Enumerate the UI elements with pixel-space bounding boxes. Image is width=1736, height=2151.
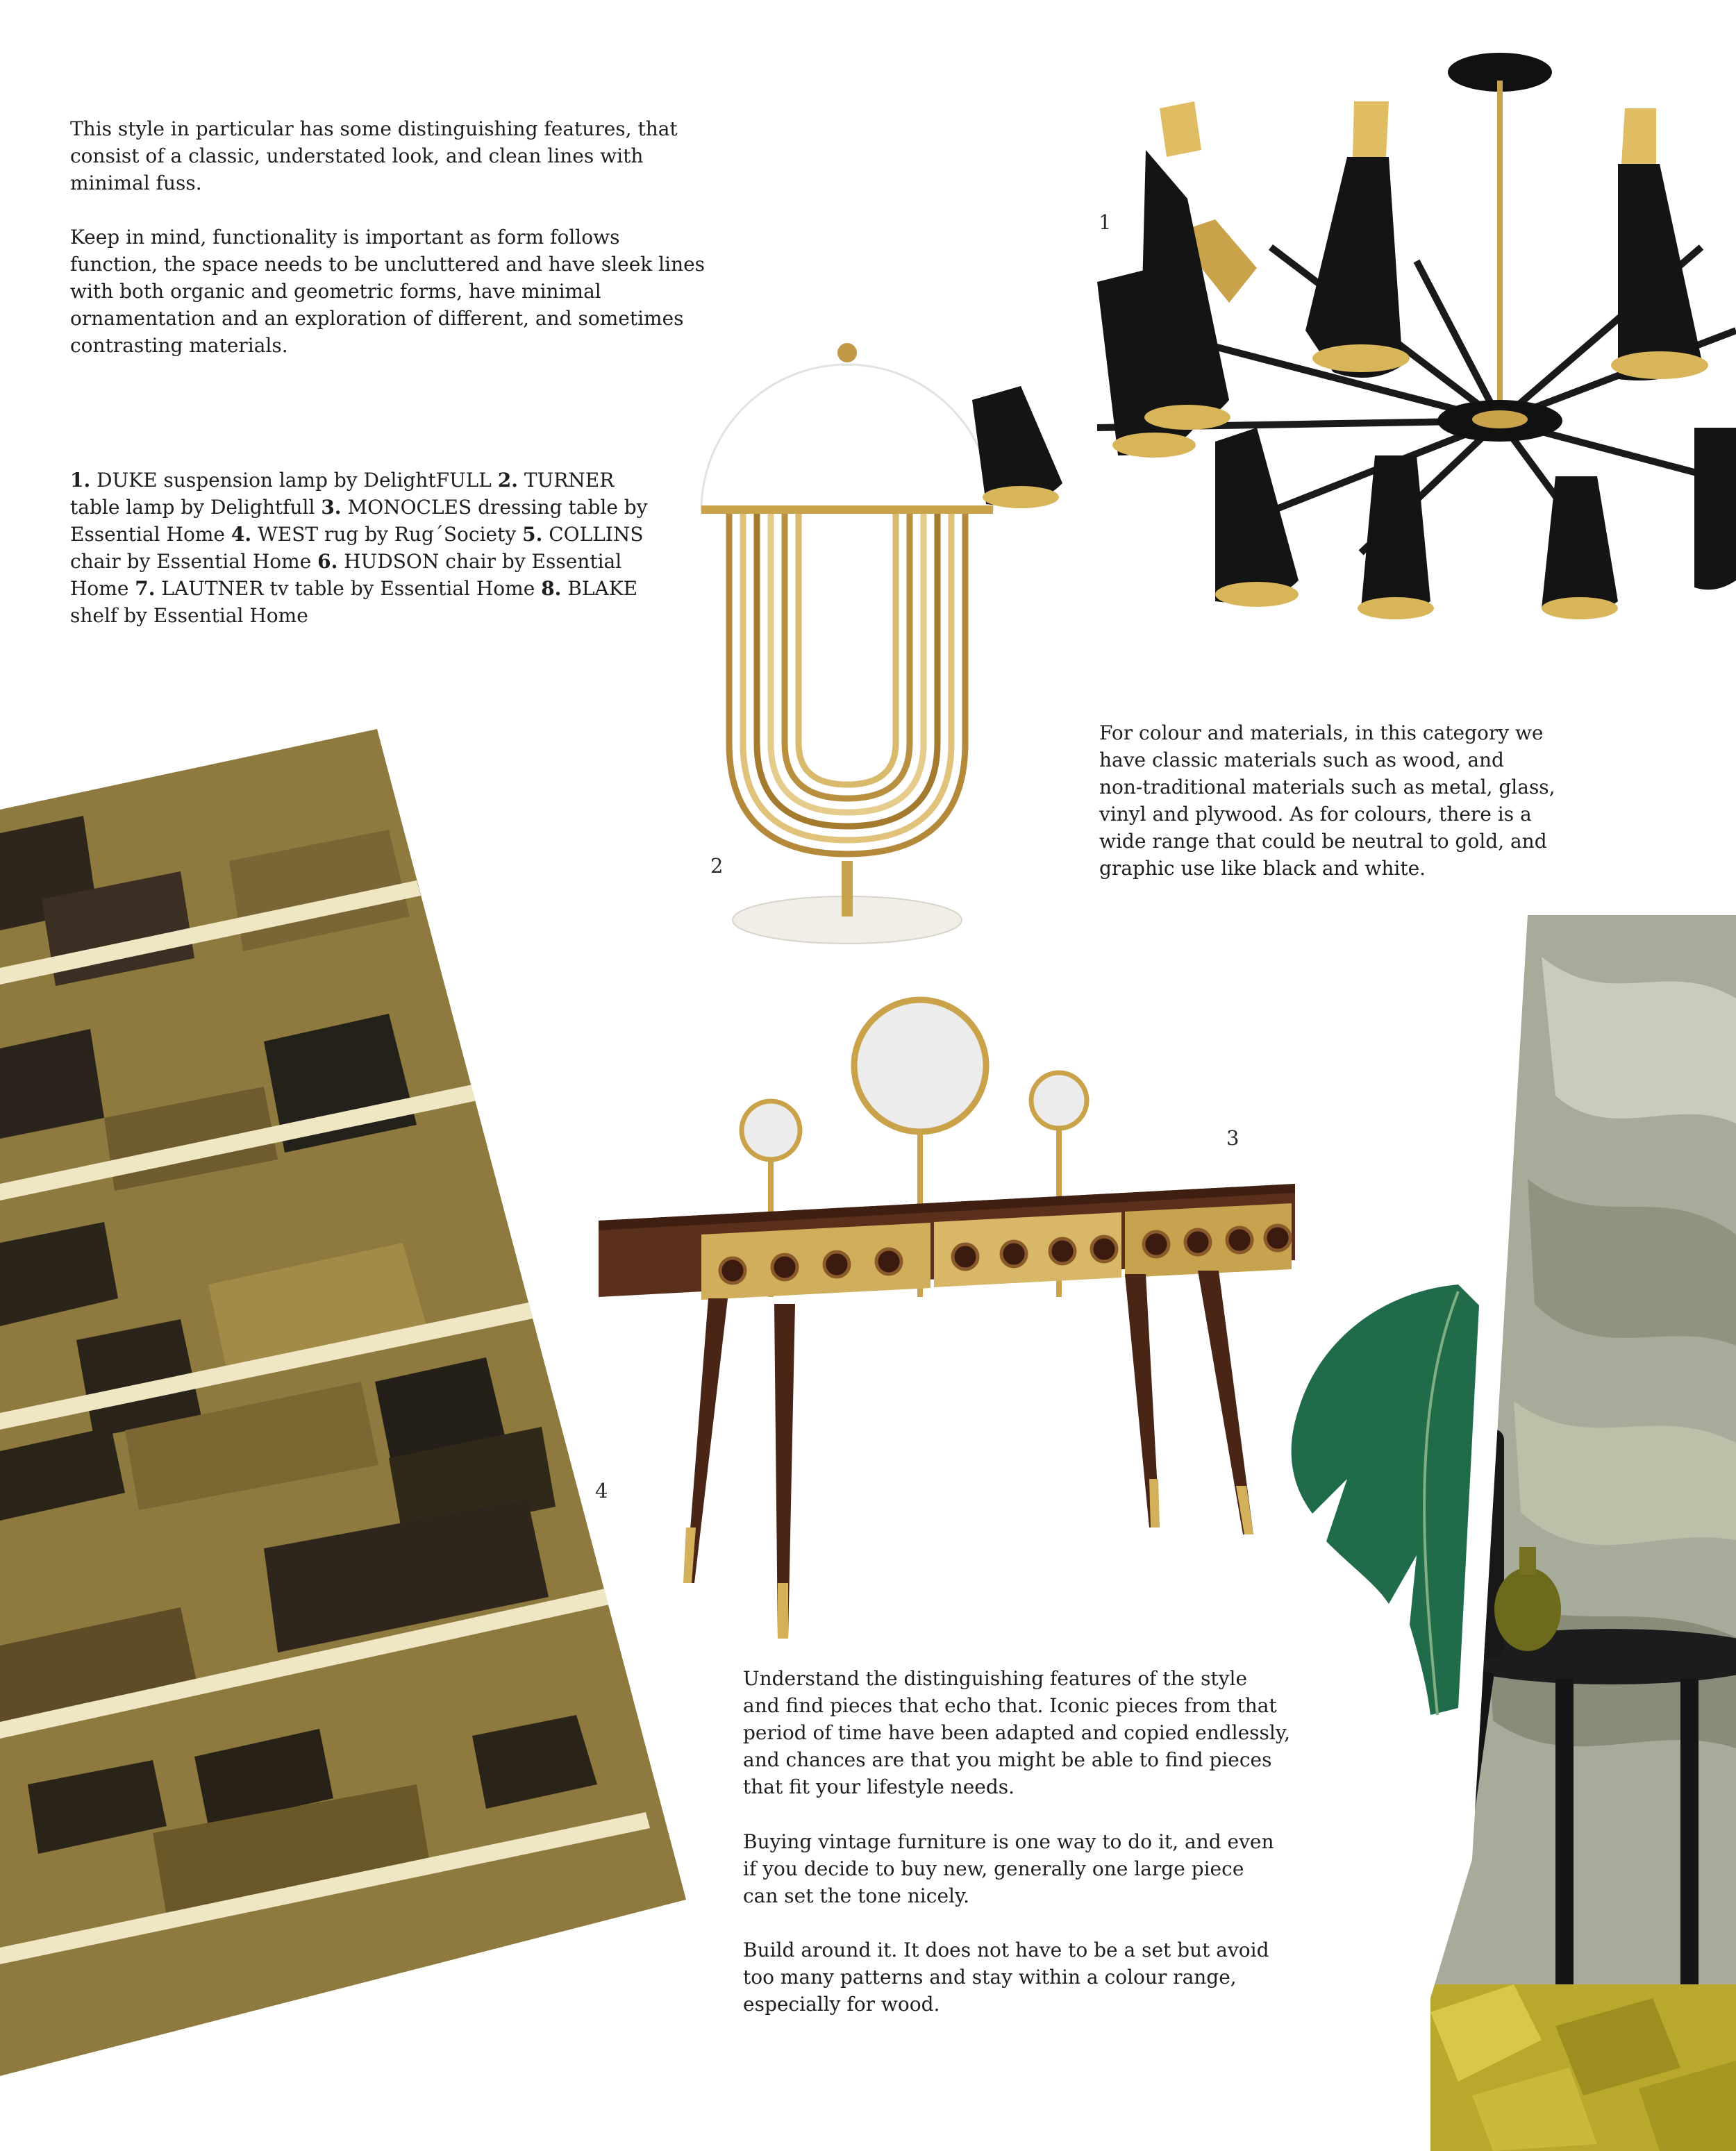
caption-number: 4. xyxy=(231,523,252,546)
body-paragraph-2: Buying vintage furniture is one way to do it, and even if you decide to buy new, generally one large piece can set the tone nicely. xyxy=(743,1830,1274,1907)
caption-number: 1. xyxy=(70,469,91,492)
label-number-1: 1 xyxy=(1099,210,1112,234)
caption-text: LAUTNER tv table by Essential Home xyxy=(155,577,542,600)
caption-text: BLAKE shelf by Essential Home xyxy=(70,577,638,627)
turner-table-lamp-image xyxy=(687,326,1007,951)
caption-number: 3. xyxy=(321,496,342,519)
caption-number: 8. xyxy=(541,577,562,600)
caption-number: 2. xyxy=(497,469,519,492)
caption-number: 5. xyxy=(522,523,543,546)
monocles-dressing-table-image xyxy=(590,972,1312,1652)
body-paragraph-1: Understand the distinguishing features of the style and find pieces that echo that. Iconic pieces from that period of time have been adapted and copied endlessly, and chances are that you might be able to find pieces that fit your lifestyle needs. xyxy=(743,1667,1290,1798)
label-number-4: 4 xyxy=(595,1479,608,1503)
duke-suspension-lamp-image xyxy=(972,39,1736,622)
caption-text: HUDSON chair by Essential Home xyxy=(70,550,622,600)
intro-paragraph-2: Keep in mind, functionality is important as form follows function, the space needs to be uncluttered and have sleek lines with both organic and geometric forms, have minimal ornamentation and an exploration of different, and sometimes contrasting materials. xyxy=(70,226,706,357)
product-captions xyxy=(70,467,681,629)
body-paragraph-3: Build around it. It does not have to be a set but avoid too many patterns and stay within a colour range, especially for wood. xyxy=(743,1939,1269,2016)
caption-text: TURNER table lamp by Delightfull xyxy=(70,469,615,519)
caption-text: COLLINS chair by Essential Home xyxy=(70,523,644,573)
caption-text: DUKE suspension lamp by DelightFULL xyxy=(90,469,498,492)
label-number-2: 2 xyxy=(710,854,724,878)
colour-materials-paragraph: For colour and materials, in this category we have classic materials such as wood, and non-traditional materials such as metal, glass, vinyl and plywood. As for colours, there is a wide range that could be neutral to gold, and graphic use like black and white. xyxy=(1099,721,1555,880)
label-number-3: 3 xyxy=(1226,1126,1240,1150)
caption-number: 6. xyxy=(317,550,338,573)
caption-number: 7. xyxy=(135,577,156,600)
intro-paragraph-1: This style in particular has some distinguishing features, that consist of a classic, understated look, and clean lines with minimal fuss. xyxy=(70,117,678,194)
caption-text: WEST rug by Rug´Society xyxy=(251,523,523,546)
caption-text: MONOCLES dressing table by Essential Home xyxy=(70,496,648,546)
lamp-shades xyxy=(972,101,1736,619)
